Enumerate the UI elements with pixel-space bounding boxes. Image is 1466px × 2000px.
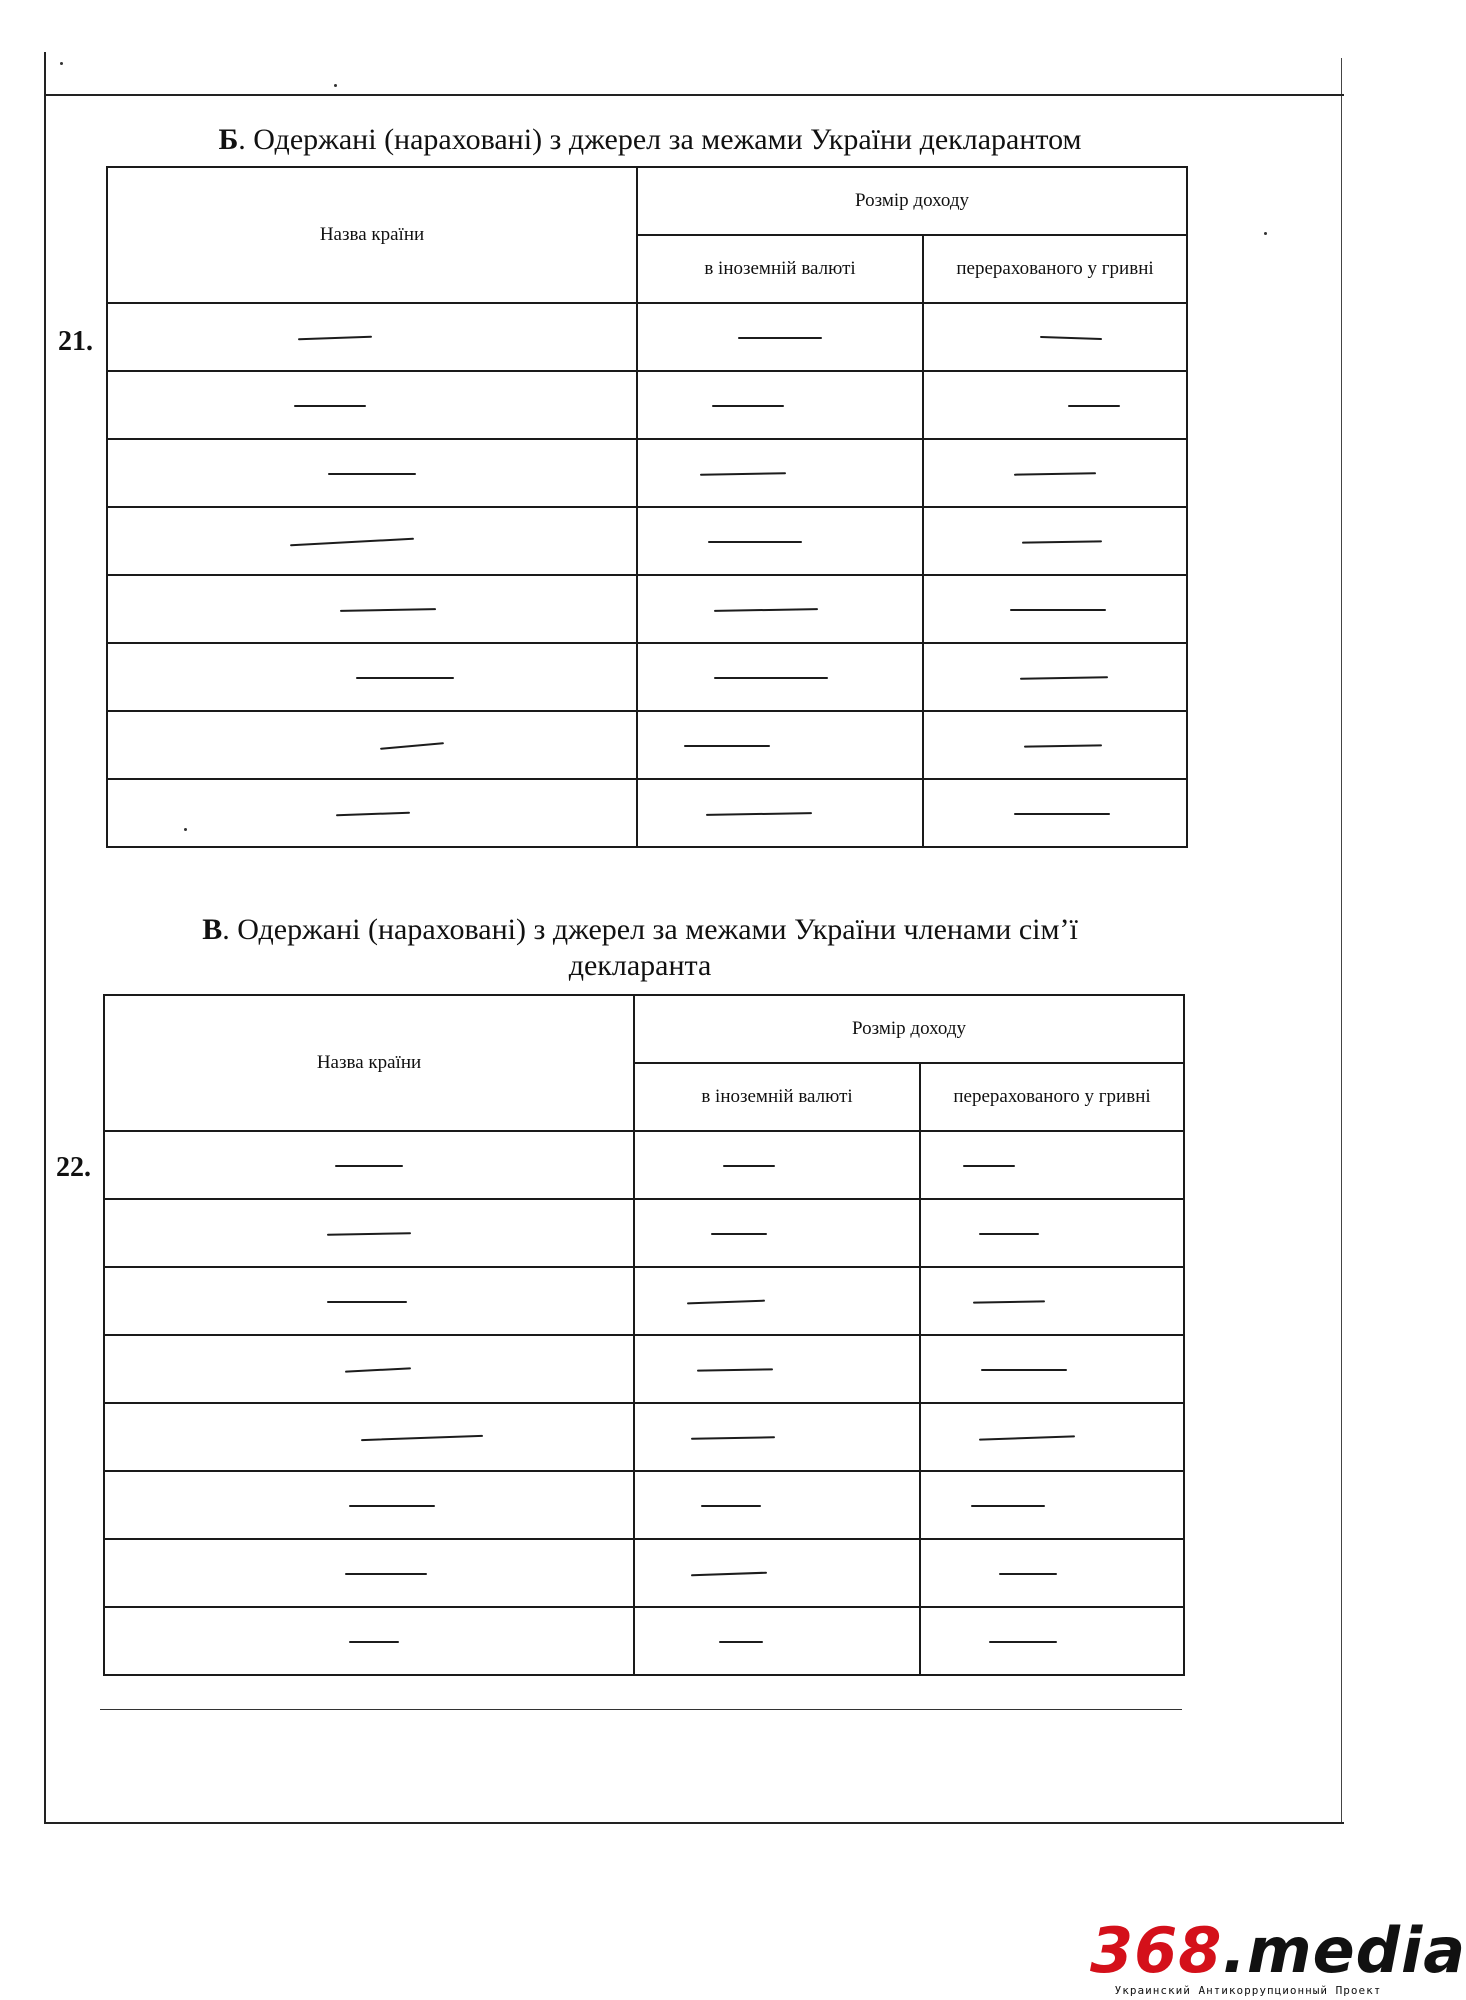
scan-border-top <box>44 94 1344 96</box>
blank-dash <box>361 1435 483 1441</box>
scan-border-left <box>44 52 46 1824</box>
foreign-currency-cell <box>634 1199 920 1267</box>
blank-dash <box>298 336 372 341</box>
blank-dash <box>708 541 802 543</box>
blank-dash <box>973 1300 1045 1303</box>
country-cell <box>107 643 637 711</box>
table-row <box>104 1607 1184 1675</box>
scan-speck <box>334 84 337 87</box>
converted-uah-cell <box>923 303 1187 371</box>
converted-uah-cell <box>920 1471 1184 1539</box>
blank-dash <box>712 405 784 407</box>
section-v-letter: В <box>202 913 223 946</box>
table-row <box>107 711 1187 779</box>
country-column-header: Назва країни <box>107 167 637 303</box>
table-row <box>104 1267 1184 1335</box>
blank-dash <box>340 608 436 612</box>
blank-dash <box>327 1232 411 1235</box>
blank-dash <box>701 1505 761 1507</box>
blank-dash <box>700 472 786 476</box>
blank-dash <box>380 742 444 750</box>
blank-dash <box>336 812 410 817</box>
blank-dash <box>979 1233 1039 1235</box>
blank-dash <box>290 538 414 546</box>
watermark-logo-number: 368 <box>1090 1914 1223 1987</box>
foreign-currency-cell <box>634 1335 920 1403</box>
table-row <box>104 1131 1184 1199</box>
table-row <box>107 439 1187 507</box>
watermark-caption: Украинский Антикоррупционный Проект <box>1114 1984 1382 1997</box>
converted-uah-cell <box>920 1335 1184 1403</box>
blank-dash <box>981 1369 1067 1371</box>
converted-uah-cell <box>923 643 1187 711</box>
blank-dash <box>706 812 812 816</box>
blank-dash <box>335 1165 403 1167</box>
converted-uah-cell <box>923 371 1187 439</box>
blank-dash <box>349 1641 399 1643</box>
table-row <box>107 779 1187 847</box>
country-cell <box>107 507 637 575</box>
table-row <box>107 575 1187 643</box>
country-cell <box>104 1131 634 1199</box>
section-b-heading-text: . Одержані (нараховані) з джерел за межами України декларантом <box>238 123 1082 156</box>
foreign-currency-cell <box>637 439 923 507</box>
income-table-family <box>103 994 1185 1676</box>
watermark <box>1090 1914 1466 1997</box>
table-row <box>104 1199 1184 1267</box>
income-size-header: Розмір доходу <box>634 995 1184 1063</box>
page-bottom-rule <box>100 1709 1182 1710</box>
country-cell <box>107 779 637 847</box>
scan-speck <box>60 62 63 65</box>
converted-uah-cell <box>920 1267 1184 1335</box>
blank-dash <box>691 1436 775 1439</box>
country-cell <box>107 711 637 779</box>
blank-dash <box>697 1368 773 1371</box>
blank-dash <box>979 1435 1075 1440</box>
row-number-22: 22. <box>56 1152 91 1183</box>
country-cell <box>104 1403 634 1471</box>
blank-dash <box>738 337 822 339</box>
blank-dash <box>328 473 416 475</box>
table-row <box>104 1335 1184 1403</box>
section-b-heading <box>110 122 1190 158</box>
blank-dash <box>687 1300 765 1305</box>
foreign-currency-cell <box>634 1131 920 1199</box>
foreign-currency-cell <box>634 1539 920 1607</box>
converted-uah-cell <box>923 439 1187 507</box>
foreign-currency-cell <box>637 779 923 847</box>
converted-uah-cell <box>923 779 1187 847</box>
section-v-heading <box>120 912 1160 984</box>
blank-dash <box>1022 540 1102 543</box>
foreign-currency-cell <box>637 303 923 371</box>
table-row <box>107 371 1187 439</box>
foreign-currency-header: в іноземній валюті <box>637 235 923 303</box>
income-table-declarant <box>106 166 1188 848</box>
row-number-21: 21. <box>58 326 93 357</box>
watermark-logo <box>1090 1914 1466 1987</box>
converted-uah-cell <box>920 1403 1184 1471</box>
income-size-header: Розмір доходу <box>637 167 1187 235</box>
blank-dash <box>327 1301 407 1303</box>
converted-uah-header: перерахованого у гривні <box>923 235 1187 303</box>
blank-dash <box>356 677 454 679</box>
country-cell <box>107 575 637 643</box>
blank-dash <box>999 1573 1057 1575</box>
section-v-heading-line1: . Одержані (нараховані) з джерел за межами України членами сім’ї <box>222 913 1078 946</box>
foreign-currency-cell <box>634 1403 920 1471</box>
blank-dash <box>719 1641 763 1643</box>
country-cell <box>104 1471 634 1539</box>
country-column-header: Назва країни <box>104 995 634 1131</box>
country-cell <box>104 1267 634 1335</box>
blank-dash <box>684 745 770 747</box>
converted-uah-cell <box>923 575 1187 643</box>
blank-dash <box>714 677 828 679</box>
converted-uah-cell <box>920 1539 1184 1607</box>
country-cell <box>107 439 637 507</box>
section-v-heading-line2: декларанта <box>568 949 712 982</box>
foreign-currency-cell <box>634 1471 920 1539</box>
blank-dash <box>1014 813 1110 815</box>
blank-dash <box>989 1641 1057 1643</box>
table-row <box>104 1471 1184 1539</box>
scan-border-right <box>1341 58 1342 1822</box>
country-cell <box>107 371 637 439</box>
table-row <box>107 507 1187 575</box>
blank-dash <box>345 1367 411 1372</box>
blank-dash <box>971 1505 1045 1507</box>
blank-dash <box>345 1573 427 1575</box>
country-cell <box>104 1539 634 1607</box>
blank-dash <box>1024 744 1102 747</box>
blank-dash <box>1014 472 1096 475</box>
converted-uah-cell <box>920 1607 1184 1675</box>
foreign-currency-cell <box>637 711 923 779</box>
foreign-currency-cell <box>634 1267 920 1335</box>
blank-dash <box>714 608 818 612</box>
watermark-logo-domain: .media <box>1222 1914 1466 1987</box>
foreign-currency-header: в іноземній валюті <box>634 1063 920 1131</box>
blank-dash <box>1010 609 1106 611</box>
scan-speck <box>1264 232 1267 235</box>
converted-uah-header: перерахованого у гривні <box>920 1063 1184 1131</box>
blank-dash <box>723 1165 775 1167</box>
scan-border-bottom <box>44 1822 1344 1824</box>
country-cell <box>104 1607 634 1675</box>
country-cell <box>104 1335 634 1403</box>
country-cell <box>107 303 637 371</box>
foreign-currency-cell <box>637 575 923 643</box>
blank-dash <box>1020 676 1108 680</box>
foreign-currency-cell <box>637 643 923 711</box>
country-cell <box>104 1199 634 1267</box>
converted-uah-cell <box>923 507 1187 575</box>
blank-dash <box>1040 336 1102 340</box>
table-row <box>107 303 1187 371</box>
foreign-currency-cell <box>634 1607 920 1675</box>
foreign-currency-cell <box>637 371 923 439</box>
blank-dash <box>294 405 366 407</box>
blank-dash <box>1068 405 1120 407</box>
foreign-currency-cell <box>637 507 923 575</box>
table-row <box>104 1403 1184 1471</box>
converted-uah-cell <box>920 1131 1184 1199</box>
blank-dash <box>963 1165 1015 1167</box>
table-row <box>104 1539 1184 1607</box>
section-b-letter: Б <box>218 123 239 156</box>
blank-dash <box>691 1572 767 1577</box>
blank-dash <box>711 1233 767 1235</box>
table-row <box>107 643 1187 711</box>
converted-uah-cell <box>920 1199 1184 1267</box>
blank-dash <box>349 1505 435 1507</box>
converted-uah-cell <box>923 711 1187 779</box>
